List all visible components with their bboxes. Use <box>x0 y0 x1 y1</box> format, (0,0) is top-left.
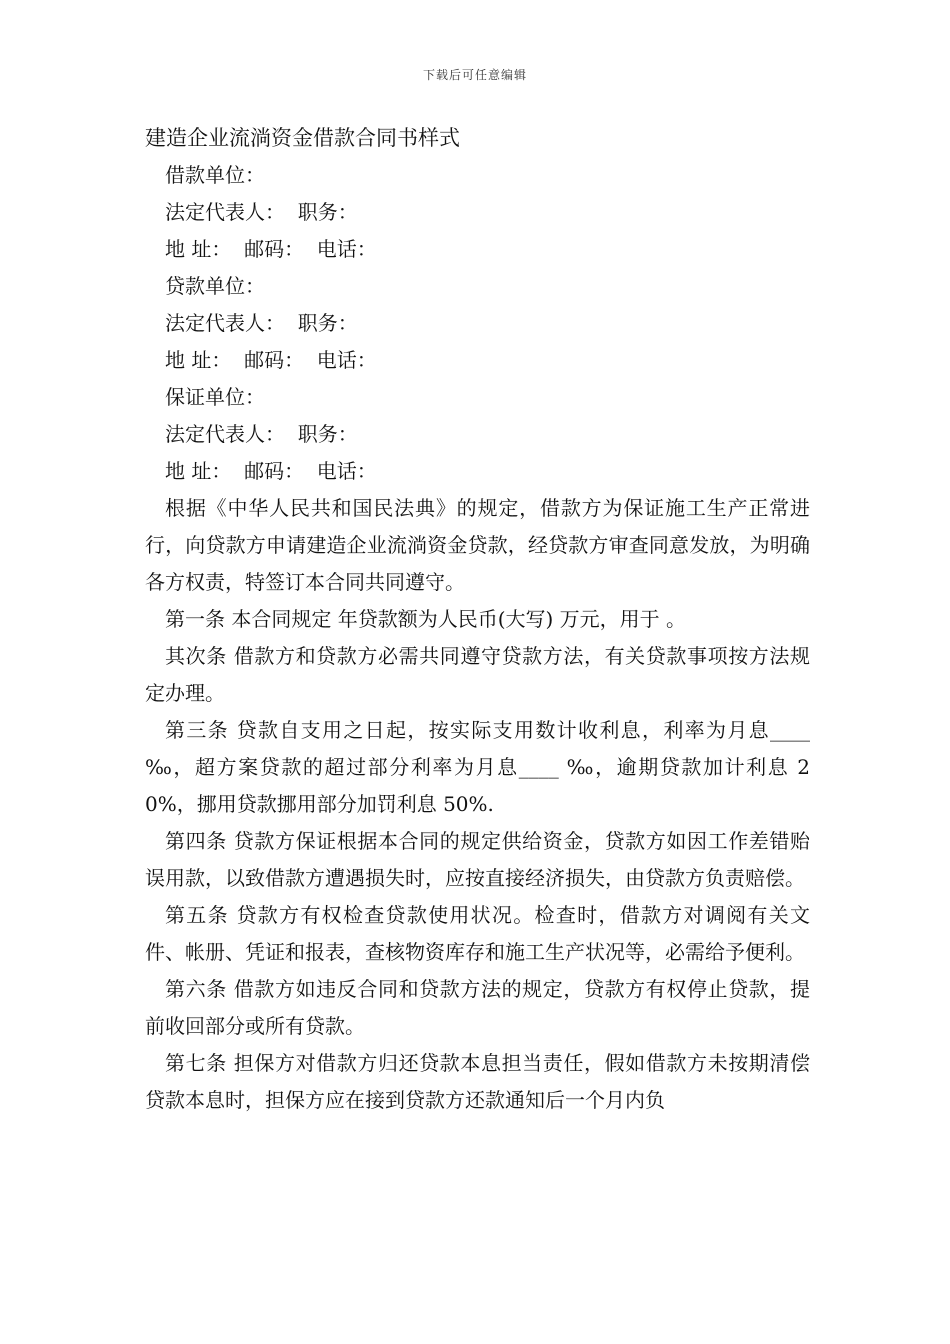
lender-unit-field: 贷款单位： <box>165 274 265 298</box>
article-3-paragraph: 第三条 贷款自支用之日起，按实际支用数计收利息，利率为月息____ ‰，超方案贷款的超过部分利率为月息____ ‰，逾期贷款加计利息 20%，挪用贷款挪用部分加罚利息 50%. <box>145 718 810 816</box>
article-5-paragraph: 第五条 贷款方有权检查贷款使用状况。检查时，借款方对调阅有关文件、帐册、凭证和报表，查核物资库存和施工生产状况等，必需给予便利。 <box>145 903 810 964</box>
article-6-paragraph: 第六条 借款方如违反合同和贷款方法的规定，贷款方有权停止贷款，提前收回部分或所有贷款。 <box>145 977 810 1038</box>
article-4-paragraph: 第四条 贷款方保证根据本合同的规定供给资金，贷款方如因工作差错贻误用款，以致借款方遭遇损失时，应按直接经济损失，由贷款方负责赔偿。 <box>145 829 810 890</box>
borrower-address-field: 地 址： 邮码： 电话： <box>165 237 377 261</box>
article-1-paragraph: 第一条 本合同规定 年贷款额为人民币(大写) 万元，用于 。 <box>165 607 687 631</box>
guarantor-address-field: 地 址： 邮码： 电话： <box>165 459 377 483</box>
article-7-paragraph: 第七条 担保方对借款方归还贷款本息担当责任，假如借款方未按期清偿贷款本息时，担保方应在接到贷款方还款通知后一个月内负 <box>145 1051 810 1112</box>
document-body <box>145 120 810 1119</box>
lender-address-field: 地 址： 邮码： 电话： <box>165 348 377 372</box>
preamble-paragraph: 根据《中华人民共和国民法典》的规定，借款方为保证施工生产正常进行，向贷款方申请建造企业流淌资金贷款，经贷款方审查同意发放，为明确各方权责，特签订本合同共同遵守。 <box>145 496 810 594</box>
document-title: 建造企业流淌资金借款合同书样式 <box>145 126 460 150</box>
lender-representative-field: 法定代表人： 职务： <box>165 311 358 335</box>
guarantor-unit-field: 保证单位： <box>165 385 265 409</box>
header-note: 下载后可任意编辑 <box>422 68 527 82</box>
borrower-unit-field: 借款单位： <box>165 163 265 187</box>
article-2-paragraph: 其次条 借款方和贷款方必需共同遵守贷款方法，有关贷款事项按方法规定办理。 <box>145 644 810 705</box>
guarantor-representative-field: 法定代表人： 职务： <box>165 422 358 446</box>
borrower-representative-field: 法定代表人： 职务： <box>165 200 358 224</box>
